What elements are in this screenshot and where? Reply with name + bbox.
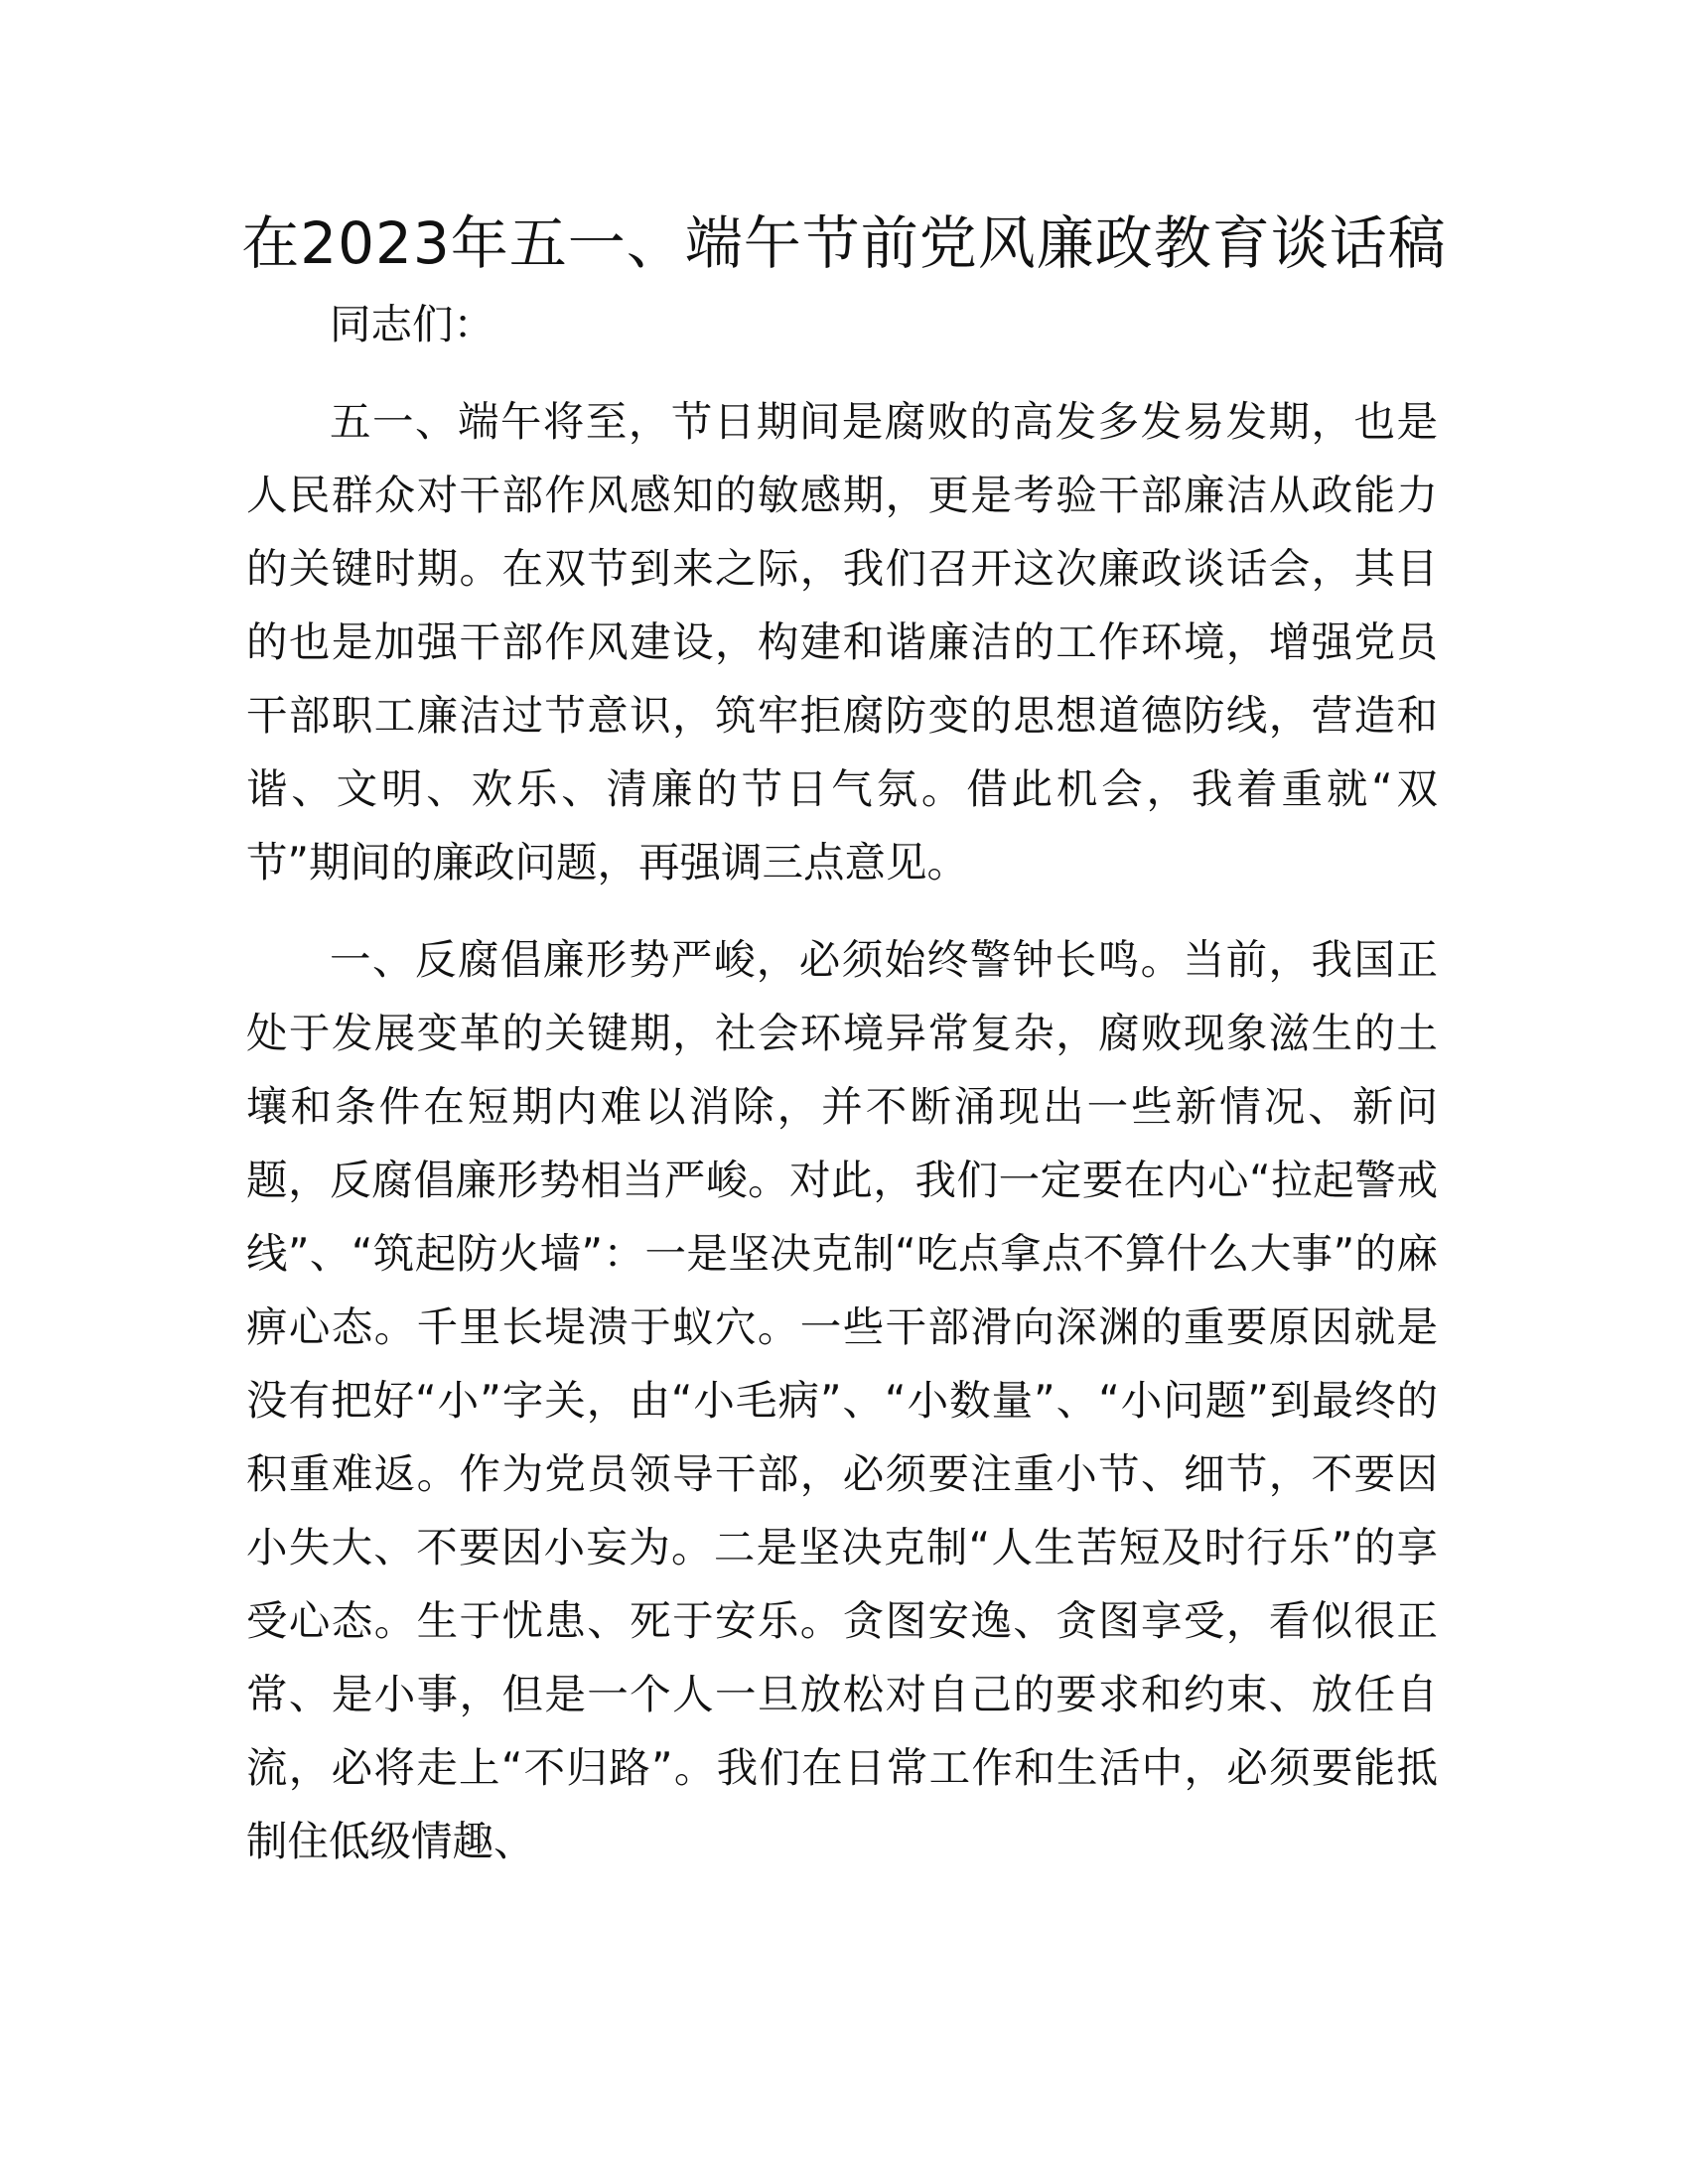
document-body (246, 288, 1438, 1902)
salutation: 同志们： (330, 300, 495, 348)
document-title: 在2023年五一、端午节前党风廉政教育谈话稿 (241, 209, 1447, 277)
paragraph-point-one: 一、反腐倡廉形势严峻，必须始终警钟长鸣。当前，我国正处于发展变革的关键期，社会环境异常复杂，腐败现象滋生的土壤和条件在短期内难以消除，并不断涌现出一些新情况、新问题，反腐倡廉形势相当严峻。对此，我们一定要在内心“拉起警戒线”、“筑起防火墙”：一是坚决克制“吃点拿点不算什么大事”的麻痹心态。千里长堤溃于蚁穴。一些干部滑向深渊的重要原因就是没有把好“小”字关，由“小毛病”、“小数量”、“小问题”到最终的积重难返。作为党员领导干部，必须要注重小节、细节，不要因小失大、不要因小妄为。二是坚决克制“人生苦短及时行乐”的享受心态。生于忧患、死于安乐。贪图安逸、贪图享受，看似很正常、是小事，但是一个人一旦放松对自己的要求和约束、放任自流，必将走上“不归路”。我们在日常工作和生活中，必须要能抵制住低级情趣、 (246, 935, 1438, 1865)
paragraph-intro: 五一、端午将至，节日期间是腐败的高发多发易发期，也是人民群众对干部作风感知的敏感期，更是考验干部廉洁从政能力的关键时期。在双节到来之际，我们召开这次廉政谈话会，其目的也是加强干部作风建设，构建和谐廉洁的工作环境，增强党员干部职工廉洁过节意识，筑牢拒腐防变的思想道德防线，营造和谐、文明、欢乐、清廉的节日气氛。借此机会，我着重就“双节”期间的廉政问题，再强调三点意见。 (246, 397, 1438, 887)
